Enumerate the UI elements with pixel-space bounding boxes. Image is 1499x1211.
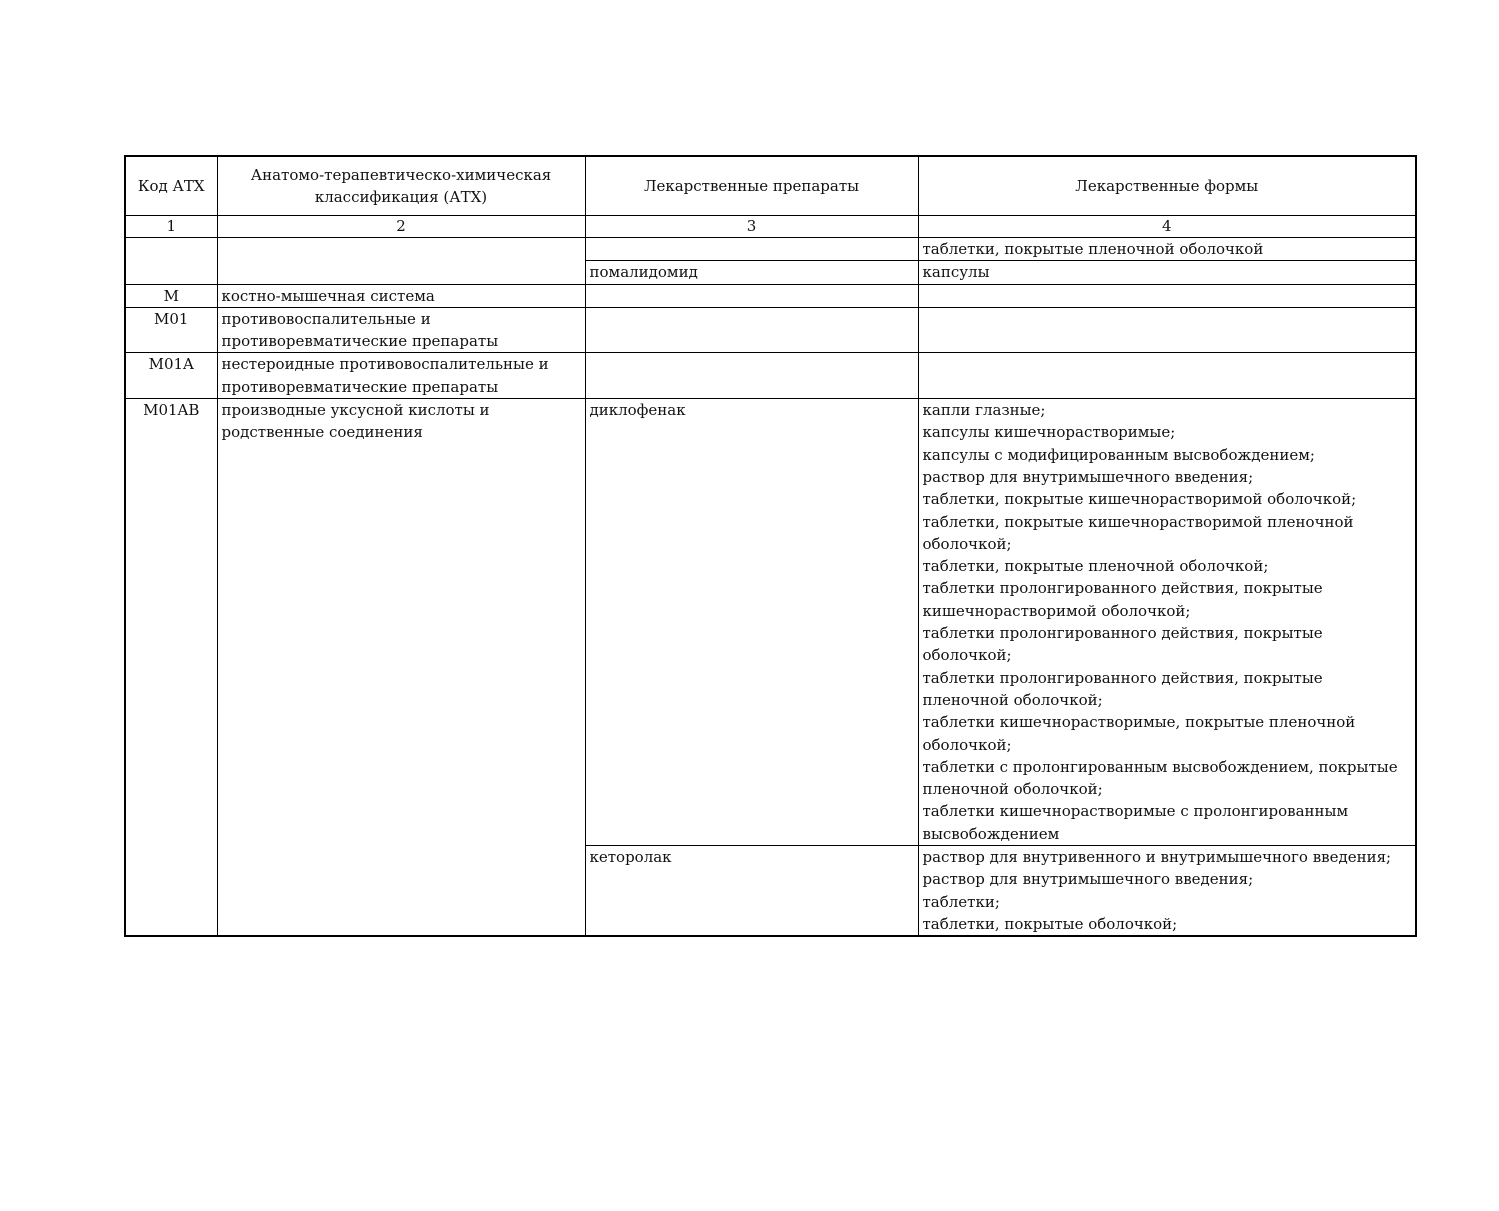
drug-cell <box>585 284 918 307</box>
form-line: таблетки пролонгированного действия, покрытые кишечнорастворимой оболочкой; <box>922 579 1323 620</box>
drug-cell <box>585 238 918 261</box>
table-row <box>125 238 1416 261</box>
form-line: капли глазные; <box>922 401 1046 420</box>
atx-code-cell: M01AB <box>125 399 217 937</box>
forms-cell <box>918 399 1416 846</box>
table-row <box>125 284 1416 307</box>
drug-cell: диклофенак <box>585 399 918 846</box>
drug-cell: кеторолак <box>585 846 918 937</box>
form-line: таблетки, покрытые кишечнорастворимой оболочкой; <box>922 490 1357 509</box>
header-drugs: Лекарственные препараты <box>585 156 918 216</box>
form-line: таблетки кишечнорастворимые, покрытые пленочной оболочкой; <box>922 713 1356 754</box>
column-number: 2 <box>217 216 585 238</box>
forms-cell <box>918 307 1416 353</box>
column-number: 1 <box>125 216 217 238</box>
classification-cell: нестероидные противовоспалительные и противоревматические препараты <box>217 353 585 399</box>
header-forms: Лекарственные формы <box>918 156 1416 216</box>
header-classification: Анатомо-терапевтическо-химическая классификация (АТХ) <box>217 156 585 216</box>
forms-cell <box>918 238 1416 261</box>
form-line: раствор для внутримышечного введения; <box>922 870 1254 889</box>
header-code: Код АТХ <box>125 156 217 216</box>
classification-cell: противовоспалительные и противоревматические препараты <box>217 307 585 353</box>
table-row <box>125 307 1416 353</box>
form-line: раствор для внутривенного и внутримышечного введения; <box>922 848 1392 867</box>
form-line: таблетки пролонгированного действия, покрытые оболочкой; <box>922 624 1323 665</box>
column-number-row <box>125 216 1416 238</box>
form-line: раствор для внутримышечного введения; <box>922 467 1254 486</box>
column-number: 3 <box>585 216 918 238</box>
header-row <box>125 156 1416 216</box>
form-line: капсулы <box>922 263 990 282</box>
atx-code-cell: M01A <box>125 353 217 399</box>
form-line: таблетки кишечнорастворимые с пролонгированным высвобождением <box>922 802 1349 843</box>
classification-cell: производные уксусной кислоты и родственные соединения <box>217 399 585 937</box>
atx-code-cell: M01 <box>125 307 217 353</box>
form-line: таблетки, покрытые оболочкой; <box>922 914 1178 933</box>
drug-cell <box>585 307 918 353</box>
table-row <box>125 353 1416 399</box>
column-number: 4 <box>918 216 1416 238</box>
drug-cell: помалидомид <box>585 261 918 284</box>
drug-cell <box>585 353 918 399</box>
form-line: капсулы кишечнорастворимые; <box>922 423 1176 442</box>
classification-cell: костно-мышечная система <box>217 284 585 307</box>
forms-cell <box>918 284 1416 307</box>
form-line: капсулы с модифицированным высвобождением; <box>922 445 1315 464</box>
form-line: таблетки с пролонгированным высвобождением, покрытые пленочной оболочкой; <box>922 757 1398 799</box>
forms-cell <box>918 261 1416 284</box>
form-line: таблетки пролонгированного действия, покрытые пленочной оболочкой; <box>922 668 1323 709</box>
form-line: таблетки, покрытые пленочной оболочкой <box>922 240 1264 258</box>
form-line: таблетки, покрытые пленочной оболочкой; <box>922 557 1269 576</box>
form-line: таблетки, покрытые кишечнорастворимой пленочной оболочкой; <box>922 512 1354 553</box>
table-row <box>125 399 1416 846</box>
forms-cell <box>918 353 1416 399</box>
atx-table <box>124 155 1417 937</box>
atx-code-cell <box>125 238 217 285</box>
form-line: таблетки; <box>922 892 1000 911</box>
forms-cell <box>918 846 1416 937</box>
classification-cell <box>217 238 585 285</box>
atx-code-cell: M <box>125 284 217 307</box>
